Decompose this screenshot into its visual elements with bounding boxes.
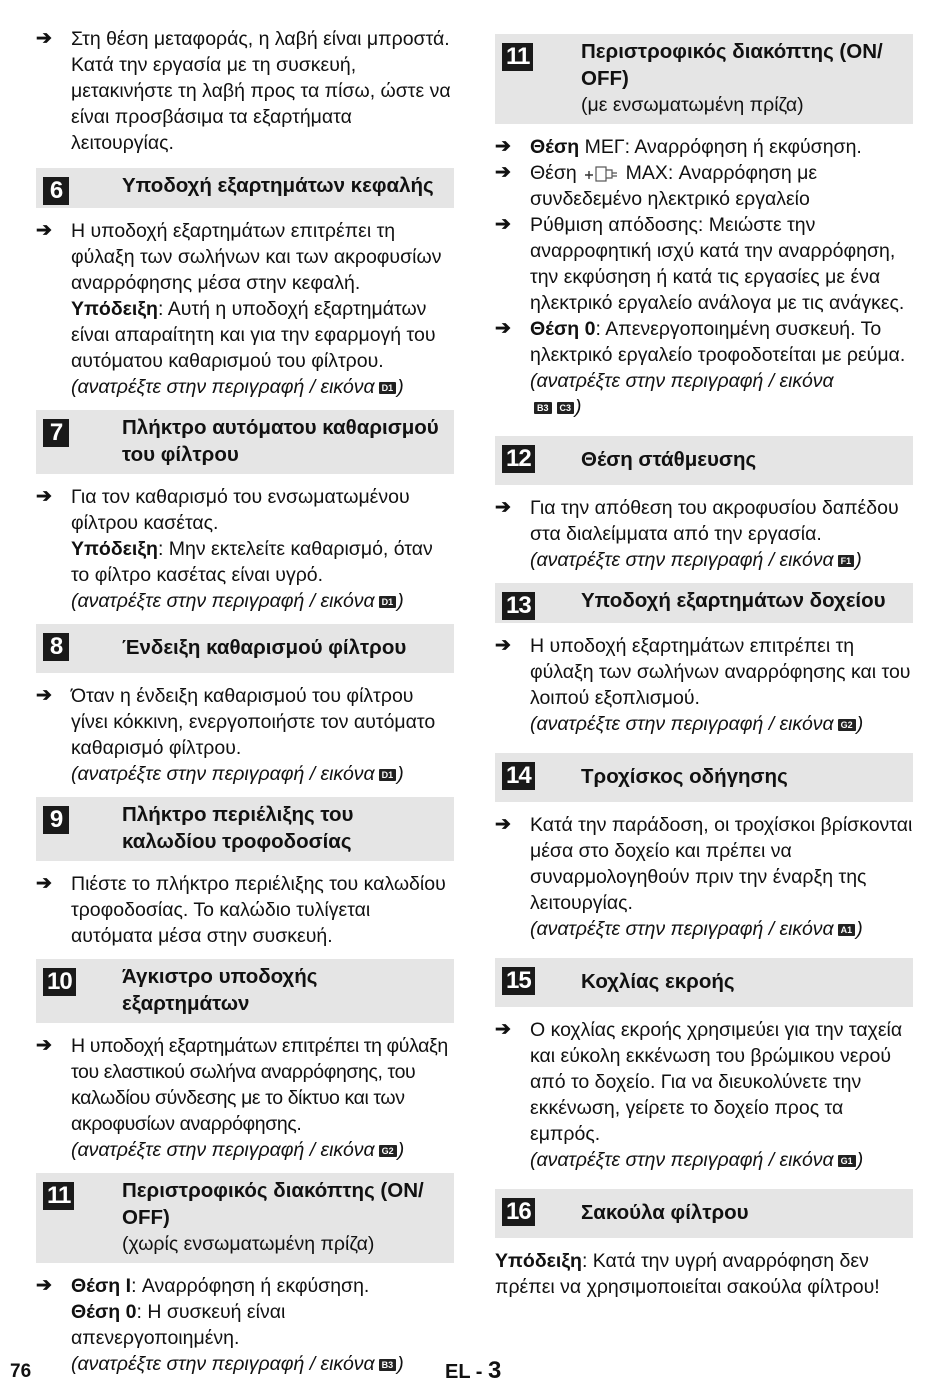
section-title: Άγκιστρο υποδοχής εξαρτημάτων	[122, 965, 318, 1015]
section-number-badge: 11	[502, 43, 533, 71]
section-12-heading	[495, 436, 913, 485]
section-16-note: Υπόδειξη: Κατά την υγρή αναρρόφηση δεν πρέπει να χρησιμοποιείται σακούλα φίλτρου!	[495, 1250, 880, 1298]
section-7-note: Υπόδειξη: Μην εκτελείτε καθαρισμό, όταν το φίλτρο κασέτας είναι υγρό.	[71, 538, 433, 586]
figure-badge: C3	[557, 402, 575, 414]
figure-badge: G2	[379, 1145, 397, 1157]
section-number-badge: 14	[502, 762, 535, 790]
section-number-badge: 11	[43, 1182, 74, 1210]
figure-badge: B3	[379, 1359, 397, 1371]
figure-reference: (ανατρέξτε στην περιγραφή / εικόνα B3 )	[71, 1353, 404, 1375]
section-11-position-i: ➔ Θέση I: Αναρρόφηση ή εκφύσηση.	[36, 1275, 370, 1297]
footer-separator: -	[470, 1361, 488, 1383]
figure-badge: D1	[379, 382, 397, 394]
arrow-right-icon: ➔	[36, 1035, 52, 1056]
section-title: Κοχλίας εκροής	[581, 970, 735, 993]
section-number-badge: 7	[43, 419, 69, 447]
figure-badge: D1	[379, 769, 397, 781]
section-title: Τροχίσκος οδήγησης	[581, 765, 788, 788]
section-9-heading	[36, 797, 454, 861]
figure-badge: G1	[838, 1155, 856, 1167]
arrow-right-icon: ➔	[495, 497, 511, 518]
section-6-note: Υπόδειξη: Αυτή η υποδοχή εξαρτημάτων είναι απαραίτητη και για την εφαρμογή του αυτόματου καθαρισμού του φίλτρου.	[71, 298, 436, 372]
section-title: Σακούλα φίλτρου	[581, 1201, 749, 1224]
arrow-right-icon: ➔	[36, 1275, 52, 1296]
section-number-badge: 13	[502, 592, 535, 620]
section-subtitle: (με ενσωματωμένη πρίζα)	[581, 94, 804, 116]
arrow-right-icon: ➔	[495, 635, 511, 656]
section-title: Υποδοχή εξαρτημάτων δοχείου	[581, 589, 886, 612]
figure-reference: (ανατρέξτε στην περιγραφή / εικόνα D1 )	[71, 376, 404, 398]
power-adjustment: ➔ Ρύθμιση απόδοσης: Μειώστε την αναρροφητική ισχύ κατά την αναρρόφηση, την εκφύσηση ή κατά τις εργασίες με ένα ηλεκτρικό εργαλείο ανάλογα με τις ανάγκες.	[495, 214, 905, 314]
section-6-heading	[36, 168, 454, 208]
intro-paragraph: ➔ Στη θέση μεταφοράς, η λαβή είναι μπροστά. Κατά την εργασία με τη συσκευή, μετακινήστε τη λαβή προς τα πίσω, ώστε να είναι προσβάσιμα τα εξαρτήματα λειτουργίας.	[36, 28, 451, 154]
footer-language-page	[445, 1357, 501, 1385]
figure-reference: (ανατρέξτε στην περιγραφή / εικόνα G2 )	[530, 713, 864, 735]
arrow-right-icon: ➔	[495, 162, 511, 183]
figure-badge: G2	[838, 719, 856, 731]
section-9-text: ➔ Πιέστε το πλήκτρο περιέλιξης του καλωδίου τροφοδοσίας. Το καλώδιο τυλίγεται αυτόματα μέσα στην συσκευή.	[36, 873, 446, 947]
section-14-text: ➔ Κατά την παράδοση, οι τροχίσκοι βρίσκονται μέσα στο δοχείο και πρέπει να συναρμολογηθούν πριν την έναρξη της λειτουργίας.	[495, 814, 913, 914]
section-10-heading	[36, 959, 454, 1023]
section-7-heading	[36, 410, 454, 474]
section-11b-heading	[495, 34, 913, 124]
figure-reference: (ανατρέξτε στην περιγραφή / εικόνα F1 )	[530, 549, 862, 571]
figure-badge: D1	[379, 596, 397, 608]
section-title: Ένδειξη καθαρισμού φίλτρου	[122, 636, 407, 659]
section-14-heading	[495, 753, 913, 802]
arrow-right-icon: ➔	[495, 214, 511, 235]
section-11-heading	[36, 1173, 454, 1263]
page-number: 76	[10, 1361, 32, 1382]
left-column	[36, 26, 454, 1377]
section-number-badge: 16	[502, 1198, 535, 1226]
section-title: Περιστροφικός διακόπτης (ON/ OFF)	[581, 40, 883, 90]
arrow-right-icon: ➔	[36, 28, 52, 49]
section-title: Περιστροφικός διακόπτης (ON/ OFF)	[122, 1179, 424, 1229]
figure-reference: (ανατρέξτε στην περιγραφή / εικόνα B3 C3 )	[530, 370, 834, 418]
figure-reference: (ανατρέξτε στην περιγραφή / εικόνα G1 )	[530, 1149, 864, 1171]
right-column	[495, 34, 913, 1300]
section-title: Πλήκτρο αυτόματου καθαρισμού του φίλτρου	[122, 416, 439, 466]
arrow-right-icon: ➔	[495, 318, 511, 339]
section-number-badge: 10	[43, 968, 76, 996]
figure-badge: F1	[838, 555, 855, 567]
section-6-text: ➔ Η υποδοχή εξαρτημάτων επιτρέπει τη φύλαξη των σωλήνων και των ακροφυσίων αναρρόφησης μέσα στην κεφαλή.	[36, 220, 442, 294]
section-7-text: ➔ Για τον καθαρισμό του ενσωματωμένου φίλτρου κασέτας.	[36, 486, 410, 534]
section-15-heading	[495, 958, 913, 1007]
footer-language: EL	[445, 1361, 471, 1383]
figure-reference: (ανατρέξτε στην περιγραφή / εικόνα A1 )	[530, 918, 863, 940]
arrow-right-icon: ➔	[495, 136, 511, 157]
figure-reference: (ανατρέξτε στην περιγραφή / εικόνα G2 )	[71, 1139, 405, 1161]
figure-reference: (ανατρέξτε στην περιγραφή / εικόνα D1 )	[71, 590, 404, 612]
section-number-badge: 6	[43, 177, 69, 205]
arrow-right-icon: ➔	[495, 814, 511, 835]
arrow-right-icon: ➔	[36, 685, 52, 706]
section-8-text: ➔ Όταν η ένδειξη καθαρισμού του φίλτρου γίνει κόκκινη, ενεργοποιήστε τον αυτόματο καθαρισμό φίλτρου.	[36, 685, 436, 759]
section-13-text: ➔ Η υποδοχή εξαρτημάτων επιτρέπει τη φύλαξη των σωλήνων αναρρόφησης και του λοιπού εξοπλισμού.	[495, 635, 911, 709]
figure-reference: (ανατρέξτε στην περιγραφή / εικόνα D1 )	[71, 763, 404, 785]
section-13-heading	[495, 583, 913, 623]
figure-badge: A1	[838, 924, 856, 936]
footer-sub-page: 3	[487, 1357, 502, 1384]
section-12-text: ➔ Για την απόθεση του ακροφυσίου δαπέδου στα διαλείμματα από την εργασία.	[495, 497, 899, 545]
section-16-heading	[495, 1189, 913, 1238]
arrow-right-icon: ➔	[495, 1019, 511, 1040]
section-11-position-0: Θέση 0: Η συσκευή είναι απενεργοποιημένη.	[71, 1301, 286, 1349]
arrow-right-icon: ➔	[36, 220, 52, 241]
arrow-right-icon: ➔	[36, 486, 52, 507]
section-title: Υποδοχή εξαρτημάτων κεφαλής	[122, 174, 434, 197]
section-15-text: ➔ Ο κοχλίας εκροής χρησιμεύει για την ταχεία και εύκολη εκκένωση του βρώμικου νερού από το δοχείο. Για να διευκολύνετε την εκκένωση, γείρετε το δοχείο προς τα εμπρός.	[495, 1019, 903, 1145]
figure-badge: B3	[534, 402, 552, 414]
section-10-text: ➔ Η υποδοχή εξαρτημάτων επιτρέπει τη φύλαξη του ελαστικού σωλήνα αναρρόφησης, του καλωδίου σύνδεσης με το δίκτυο και των ακροφυσίων αναρρόφησης.	[36, 1035, 448, 1135]
socket-plus-icon	[582, 164, 620, 184]
section-8-heading	[36, 624, 454, 673]
section-title: Θέση στάθμευσης	[581, 448, 757, 471]
section-number-badge: 12	[502, 445, 535, 473]
section-title: Πλήκτρο περιέλιξης του καλωδίου τροφοδοσίας	[122, 803, 354, 853]
switch-position-socket: ➔ Θέση MAX: Αναρρόφηση με συνδεδεμένο ηλεκτρικό εργαλείο	[495, 162, 818, 210]
arrow-right-icon: ➔	[36, 873, 52, 894]
switch-position-0: ➔ Θέση 0: Απενεργοποιημένη συσκευή. Το ηλεκτρικό εργαλείο τροφοδοτείται με ρεύμα.	[495, 318, 906, 366]
section-subtitle: (χωρίς ενσωματωμένη πρίζα)	[122, 1233, 375, 1255]
section-number-badge: 15	[502, 967, 535, 995]
section-number-badge: 8	[43, 633, 69, 661]
switch-position-max: ➔ Θέση ΜΕΓ: Αναρρόφηση ή εκφύσηση.	[495, 136, 862, 158]
section-number-badge: 9	[43, 806, 69, 834]
